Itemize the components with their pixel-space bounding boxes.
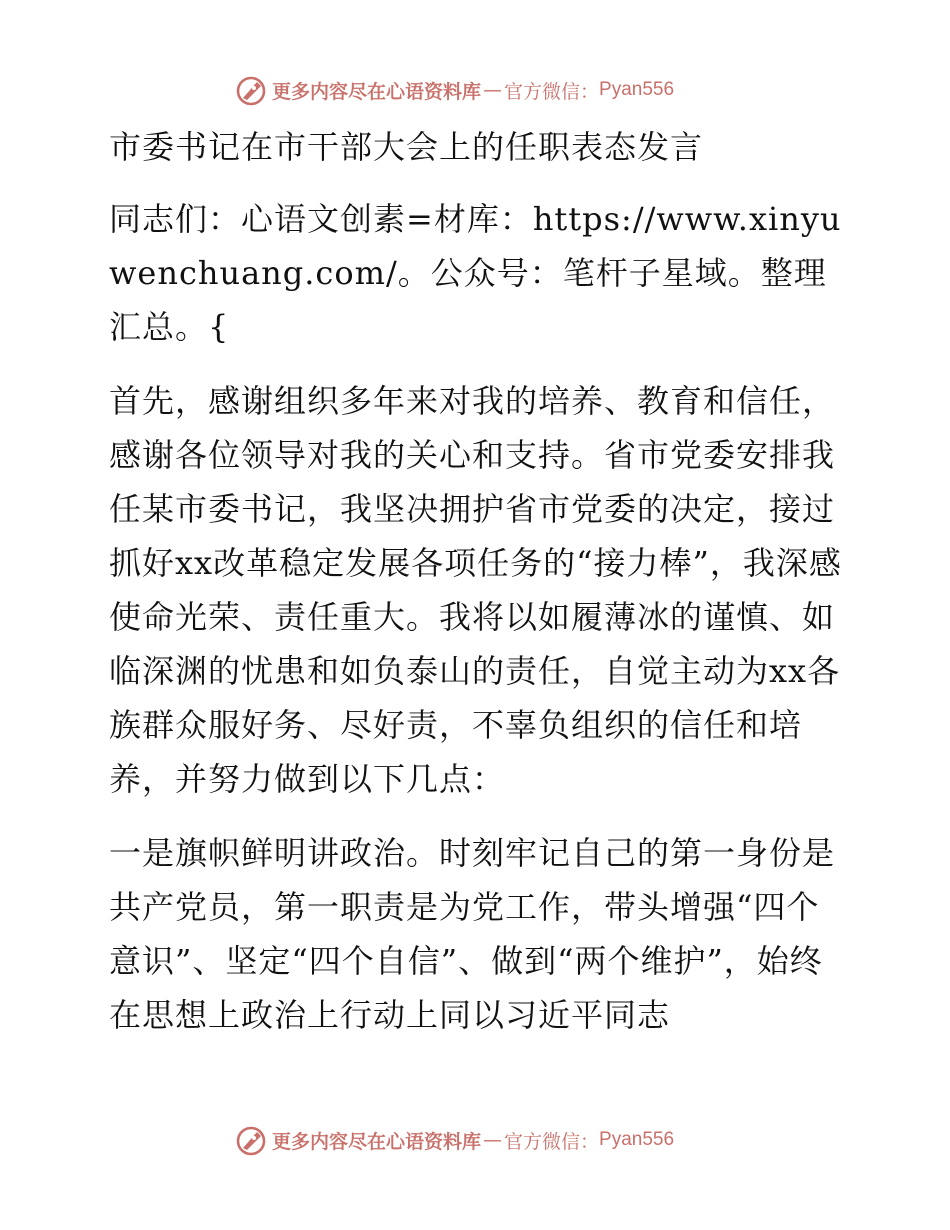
banner-main-text: 更多内容尽在心语资料库 — [272, 80, 482, 103]
banner-separator: — — [483, 79, 503, 101]
banner-wechat-label: 官方微信： — [504, 80, 600, 103]
paragraph-point-one: 一是旗帜鲜明讲政治。时刻牢记自己的第一身份是共产党员，第一职责是为党工作，带头增强“四个意识”、坚定“四个自信”、做到“两个维护”，始终在思想上政治上行动上同以习近平同志 — [109, 834, 836, 1034]
banner-separator: — — [483, 1129, 503, 1151]
banner-main-text: 更多内容尽在心语资料库 — [272, 1130, 482, 1153]
footer-banner — [234, 1122, 674, 1158]
pen-nib-logo-icon — [234, 73, 268, 107]
document-title: 市委书记在市干部大会上的任职表态发言 — [109, 128, 704, 166]
document-body — [97, 124, 849, 1042]
header-banner — [234, 72, 674, 108]
banner-wechat-id: Pyan556 — [599, 79, 675, 100]
banner-wechat-id: Pyan556 — [599, 1129, 675, 1150]
banner-wechat-label: 官方微信： — [504, 1130, 600, 1153]
paragraph-greeting: 同志们：心语文创素=材库：https://www.xinyuwenchuang.com/。公众号：笔杆子星域。整理汇总。{ — [109, 200, 842, 346]
paragraph-gratitude: 首先，感谢组织多年来对我的培养、教育和信任，感谢各位领导对我的关心和支持。省市党委安排我任某市委书记，我坚决拥护省市党委的决定，接过抓好xx改革稳定发展各项任务的“接力棒”，我深感使命光荣、责任重大。我将以如履薄冰的谨慎、如临深渊的忧患和如负泰山的责任，自觉主动为xx各族群众服好务、尽好责，不辜负组织的信任和培养，并努力做到以下几点： — [109, 382, 842, 798]
pen-nib-logo-icon — [234, 1123, 268, 1157]
